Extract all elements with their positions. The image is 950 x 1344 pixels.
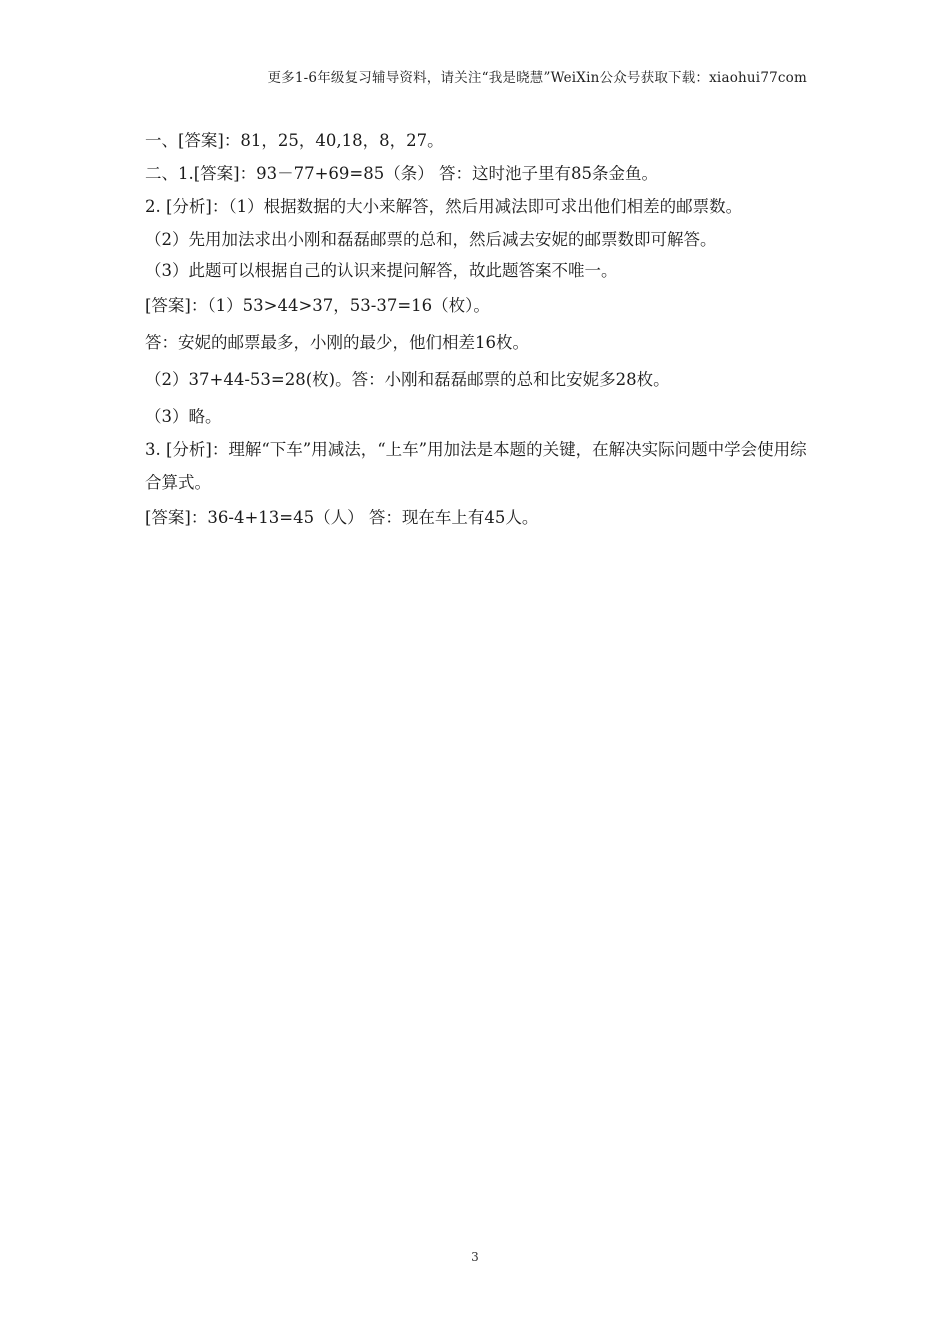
answer-line-5: （3）此题可以根据自己的认识来提问解答，故此题答案不唯一。 bbox=[145, 261, 618, 280]
answer-line-7: 答：安妮的邮票最多，小刚的最少，他们相差16枚。 bbox=[145, 333, 529, 352]
answer-line-8: （2）37+44-53=28(枚)。答：小刚和磊磊邮票的总和比安妮多28枚。 bbox=[145, 370, 670, 389]
answer-body bbox=[145, 124, 810, 534]
answer-line-3: 2. [分析]：（1）根据数据的大小来解答，然后用减法即可求出他们相差的邮票数。 bbox=[145, 197, 743, 216]
answer-line-4: （2）先用加法求出小刚和磊磊邮票的总和，然后减去安妮的邮票数即可解答。 bbox=[145, 230, 717, 249]
answer-line-2: 二、1.[答案]：93－77+69=85（条） 答：这时池子里有85条金鱼。 bbox=[145, 164, 658, 183]
answer-line-10: 3. [分析]：理解“下车”用减法，“上车”用加法是本题的关键，在解决实际问题中学会使用综合算式。 bbox=[145, 440, 807, 492]
page-number: 3 bbox=[471, 1250, 479, 1264]
answer-line-6: [答案]：（1）53>44>37，53-37=16（枚）。 bbox=[145, 296, 490, 315]
header-note: 更多1-6年级复习辅导资料，请关注“我是晓慧”WeiXin公众号获取下载：xiaohui77com bbox=[267, 70, 807, 86]
answer-line-11: [答案]：36-4+13=45（人） 答：现在车上有45人。 bbox=[145, 508, 539, 527]
answer-line-1: 一、[答案]：81，25，40,18，8，27。 bbox=[145, 131, 444, 150]
answer-line-9: （3）略。 bbox=[145, 407, 222, 426]
